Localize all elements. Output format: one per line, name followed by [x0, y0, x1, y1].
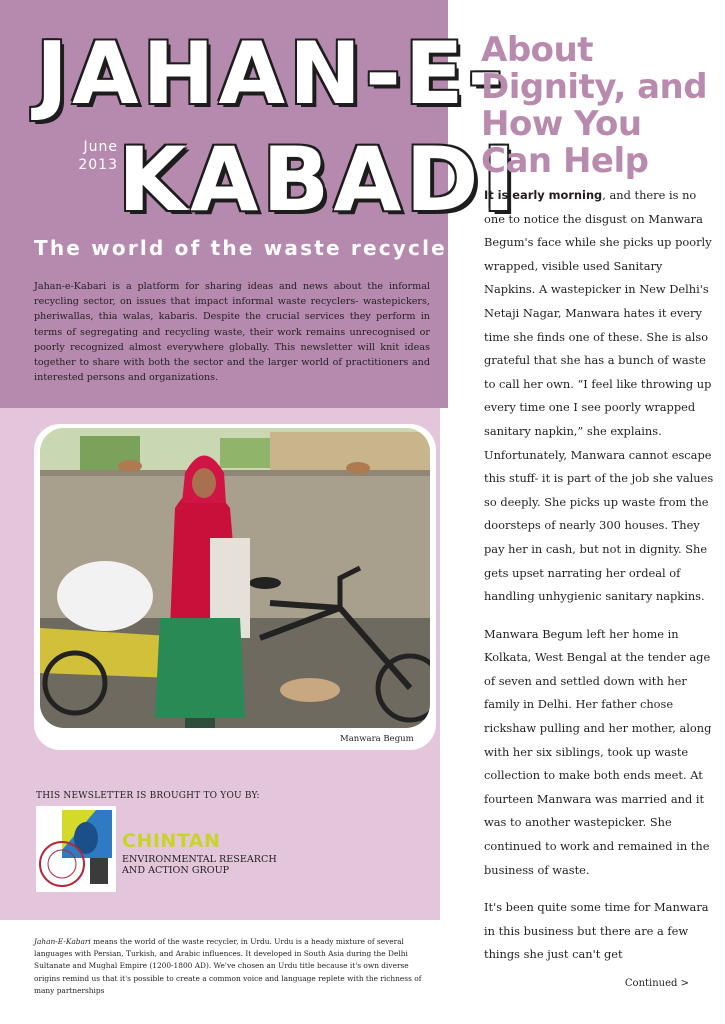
sponsor-label: THIS NEWSLETTER IS BROUGHT TO YOU BY: [36, 791, 260, 801]
photo-caption: Manwara Begum [340, 734, 414, 744]
issue-year: 2013 [78, 157, 118, 173]
article-body [484, 184, 714, 981]
footer-text: means the world of the waste recycler, in Urdu. Urdu is a heady mixture of several languages with Persian, Turkish, and Arabic influences. It developed in South Asia during the Delhi Sultanate and Mughal Empire (1200-1800 AD). We've chosen an Urdu title because it's own diverse origins remind us that it's possible to create a common voice and language replete with the richness of many partnerships [34, 937, 422, 995]
article-paragraph-3: It's been quite some time for Manwara in this business but there are a few things she just can't get [484, 900, 709, 962]
sponsor-org-name: CHINTAN [122, 830, 221, 852]
article-paragraph-1 [484, 184, 714, 609]
manwara-photo [40, 428, 430, 728]
issue-month: June [83, 139, 118, 155]
tagline: The world of the waste recyclers [34, 236, 474, 260]
article-lead: It is early morning [484, 188, 603, 202]
footer-title-italic: Jahan-E-Kabari [34, 937, 91, 946]
article-para1-text: , and there is no one to notice the disgust on Manwara Begum's face while she picks up poorly wrapped, visible used Sanitary Napkins. A wastepicker in New Delhi's Netaji Nagar, Manwara hates it every time she finds one of these. She is also grateful that she has a bunch of waste to call her own. “I feel like throwing up every time one I see poorly wrapped sanitary napkin,” she explains. Unfortunately, Manwara cannot escape this stuff- it is part of the job she values so deeply. She picks up waste from the doorsteps of nearly 300 houses. They pay her in cash, but not in dignity. She gets upset narrating her ordeal of handling unhygienic sanitary napkins. [484, 188, 714, 604]
article-headline: About Dignity, and How You Can Help [481, 30, 708, 181]
masthead-title-line2: KABADI [118, 128, 520, 231]
footer-note [34, 936, 430, 997]
continued-link[interactable]: Continued > [624, 978, 689, 989]
intro-text: Jahan-e-Kabari is a platform for sharing ideas and news about the informal recycling sector, on issues that impact informal waste recyclers- wastepickers, pheriwallas, thia walas, kabaris. Despite the crucial services they perform in terms of segregating and recycling waste, their work remains unrecognised or poorly recognized almost everywhere globally. This newsletter will knit ideas together to share with both the sector and the larger world of practitioners and interested persons and organizations. [34, 281, 430, 384]
issue-date [66, 138, 118, 174]
article-paragraph-2: Manwara Begum left her home in Kolkata, West Bengal at the tender age of seven and settled down with her family in Delhi. Her father chose rickshaw pulling and her mother, along with her six siblings, took up waste collection to make both ends meet. At fourteen Manwara was married and it was to another wastepicker. She continued to work and remained in the business of waste. [484, 626, 712, 877]
chintan-logo-icon [36, 806, 116, 892]
sponsor-org-desc: ENVIRONMENTAL RESEARCH AND ACTION GROUP [122, 854, 277, 876]
masthead-title-line1: JAHAN-E- [36, 24, 508, 124]
